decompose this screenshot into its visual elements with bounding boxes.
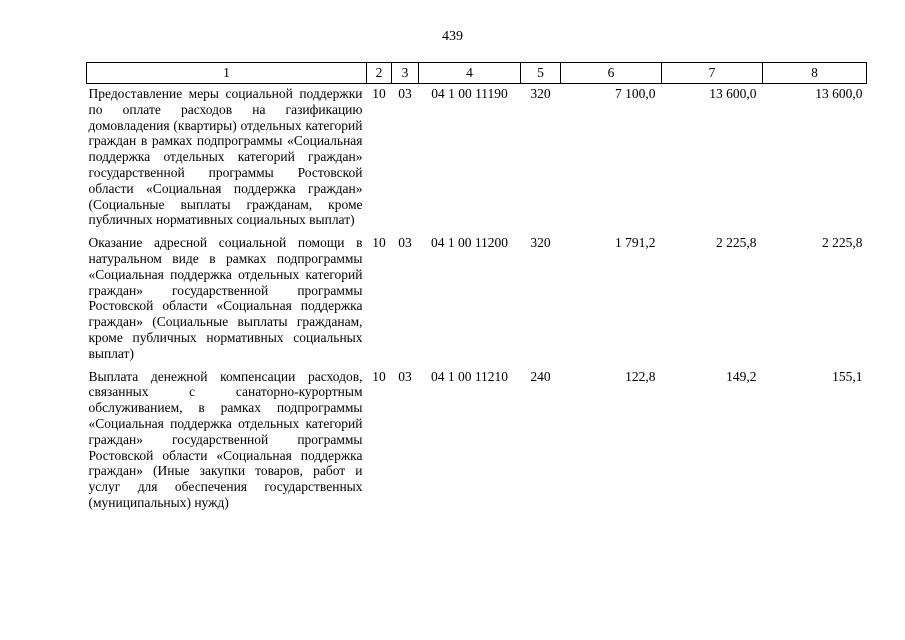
expense-name: Предоставление меры социальной поддержки по оплате расходов на газификацию домовладения (квартиры) отдельных категорий граждан в рамках подпрограммы «Социальная поддержка отдельных категорий граждан» государственной программы Ростовской области «Социальная поддержка граждан» (Социальные выплаты гражданам, кроме публичных нормативных социальных выплат) bbox=[88, 86, 363, 228]
expense-type-code: 320 bbox=[530, 86, 551, 101]
amount-col-6: 1 791,2 bbox=[615, 235, 656, 251]
amount-col-6: 122,8 bbox=[625, 368, 656, 384]
header-col-7: 7 bbox=[662, 63, 763, 84]
amount-col-6: 7 100,0 bbox=[615, 86, 656, 101]
target-article-code: 04 1 00 11200 bbox=[430, 235, 509, 251]
expense-name: Выплата денежной компенсации расходов, связанных с санаторно-курортным обслуживанием, в рамках подпрограммы «Социальная поддержка отдельных категорий граждан» государственной программы Ростовской области «Социальная поддержка граждан» (Иные закупки товаров, работ и услуг для обеспечения государственных (муниципальных) нужд) bbox=[88, 368, 363, 510]
amount-col-7: 149,2 bbox=[726, 368, 757, 384]
table-body bbox=[87, 84, 867, 516]
target-article-code: 04 1 00 11190 bbox=[431, 86, 508, 101]
header-row bbox=[87, 63, 867, 84]
header-col-3: 3 bbox=[392, 63, 419, 84]
budget-table bbox=[86, 62, 867, 516]
subsection-code: 03 bbox=[398, 368, 412, 384]
section-code: 10 bbox=[372, 86, 386, 101]
section-code: 10 bbox=[372, 368, 386, 384]
header-col-6: 6 bbox=[561, 63, 662, 84]
amount-col-8: 2 225,8 bbox=[822, 235, 863, 251]
expense-name: Оказание адресной социальной помощи в натуральном виде в рамках подпрограммы «Социальная поддержка отдельных категорий граждан» государственной программы Ростовской области «Социальная поддержка граждан» (Социальные выплаты гражданам, кроме публичных нормативных социальных выплат) bbox=[88, 235, 363, 361]
expense-type-code: 240 bbox=[530, 368, 551, 384]
amount-col-7: 2 225,8 bbox=[716, 235, 757, 251]
header-col-2: 2 bbox=[367, 63, 392, 84]
table-row bbox=[87, 233, 867, 366]
header-col-5: 5 bbox=[521, 63, 561, 84]
page-number: 439 bbox=[442, 29, 463, 44]
target-article-code: 04 1 00 11210 bbox=[430, 368, 509, 384]
header-col-8: 8 bbox=[763, 63, 867, 84]
amount-col-8: 13 600,0 bbox=[815, 86, 863, 101]
subsection-code: 03 bbox=[398, 235, 412, 251]
header-col-1: 1 bbox=[87, 63, 367, 84]
amount-col-7: 13 600,0 bbox=[709, 86, 757, 101]
table-header bbox=[87, 63, 867, 84]
table-row bbox=[87, 367, 867, 516]
amount-col-8: 155,1 bbox=[832, 368, 863, 384]
table-row bbox=[87, 84, 867, 234]
subsection-code: 03 bbox=[398, 86, 412, 101]
header-col-4: 4 bbox=[419, 63, 521, 84]
section-code: 10 bbox=[372, 235, 386, 251]
expense-type-code: 320 bbox=[530, 235, 551, 251]
